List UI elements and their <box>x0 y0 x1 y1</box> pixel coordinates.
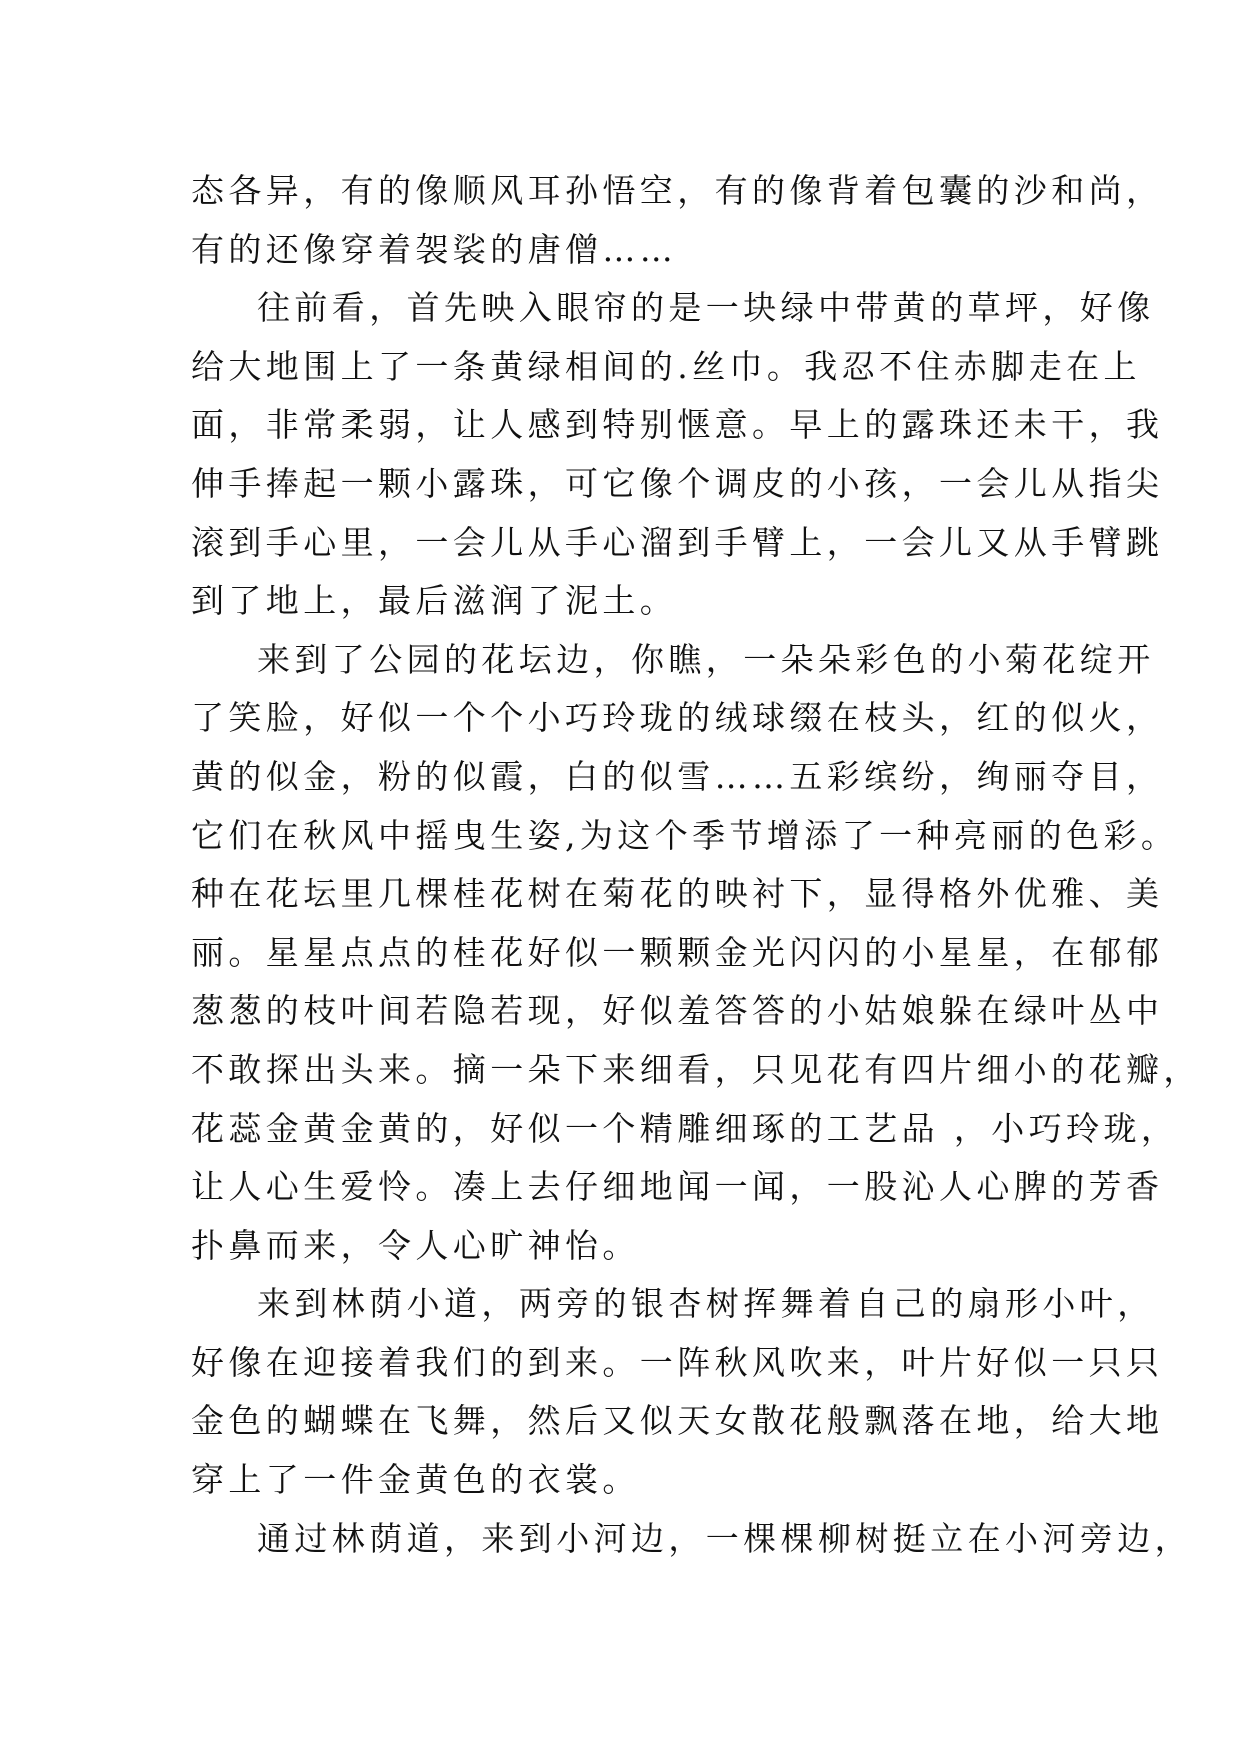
text-line: 黄的似金，粉的似霞，白的似雪……五彩缤纷，绚丽夺目， <box>191 756 1164 796</box>
text-line: 给大地围上了一条黄绿相间的.丝巾。我忍不住赤脚走在上 <box>191 346 1141 386</box>
text-line: 丽。星星点点的桂花好似一颗颗金光闪闪的小星星，在郁郁 <box>191 932 1164 972</box>
text-line: 不敢探出头来。摘一朵下来细看，只见花有四片细小的花瓣， <box>191 1049 1201 1089</box>
text-line: 好像在迎接着我们的到来。一阵秋风吹来，叶片好似一只只 <box>191 1342 1164 1382</box>
text-line: 有的还像穿着袈裟的唐僧…… <box>191 229 678 269</box>
paragraph-start-line: 通过林荫道，来到小河边，一棵棵柳树挺立在小河旁边， <box>257 1518 1192 1558</box>
article-body <box>191 162 1201 1568</box>
text-line: 穿上了一件金黄色的衣裳。 <box>191 1460 640 1500</box>
text-line: 到了地上，最后滋润了泥土。 <box>191 581 678 621</box>
paragraph-start-line: 往前看，首先映入眼帘的是一块绿中带黄的草坪，好像 <box>257 288 1155 328</box>
paragraph-start-line: 来到了公园的花坛边，你瞧，一朵朵彩色的小菊花绽开 <box>257 639 1155 679</box>
text-line: 扑鼻而来，令人心旷神怡。 <box>191 1225 640 1265</box>
text-line: 种在花坛里几棵桂花树在菊花的映衬下，显得格外优雅、美 <box>191 874 1164 914</box>
text-line: 伸手捧起一颗小露珠，可它像个调皮的小孩，一会儿从指尖 <box>191 463 1164 503</box>
text-line: 葱葱的枝叶间若隐若现，好似羞答答的小姑娘躲在绿叶丛中 <box>191 991 1164 1031</box>
text-line: 它们在秋风中摇曳生姿,为这个季节增添了一种亮丽的色彩。 <box>191 815 1179 855</box>
text-line: 态各异，有的像顺风耳孙悟空，有的像背着包囊的沙和尚， <box>191 171 1164 210</box>
paragraph-start-line: 来到林荫小道，两旁的银杏树挥舞着自己的扇形小叶， <box>257 1284 1155 1324</box>
text-line: 滚到手心里，一会儿从手心溜到手臂上，一会儿又从手臂跳 <box>191 522 1164 562</box>
text-line: 面，非常柔弱，让人感到特别惬意。早上的露珠还未干，我 <box>191 405 1164 445</box>
text-line: 花蕊金黄金黄的，好似一个精雕细琢的工艺品 ，小巧玲珑， <box>191 1108 1179 1148</box>
text-line: 让人心生爱怜。凑上去仔细地闻一闻，一股沁人心脾的芳香 <box>191 1167 1164 1207</box>
text-line: 了笑脸，好似一个个小巧玲珑的绒球缀在枝头，红的似火， <box>191 698 1164 738</box>
text-line: 金色的蝴蝶在飞舞，然后又似天女散花般飘落在地，给大地 <box>191 1401 1164 1441</box>
